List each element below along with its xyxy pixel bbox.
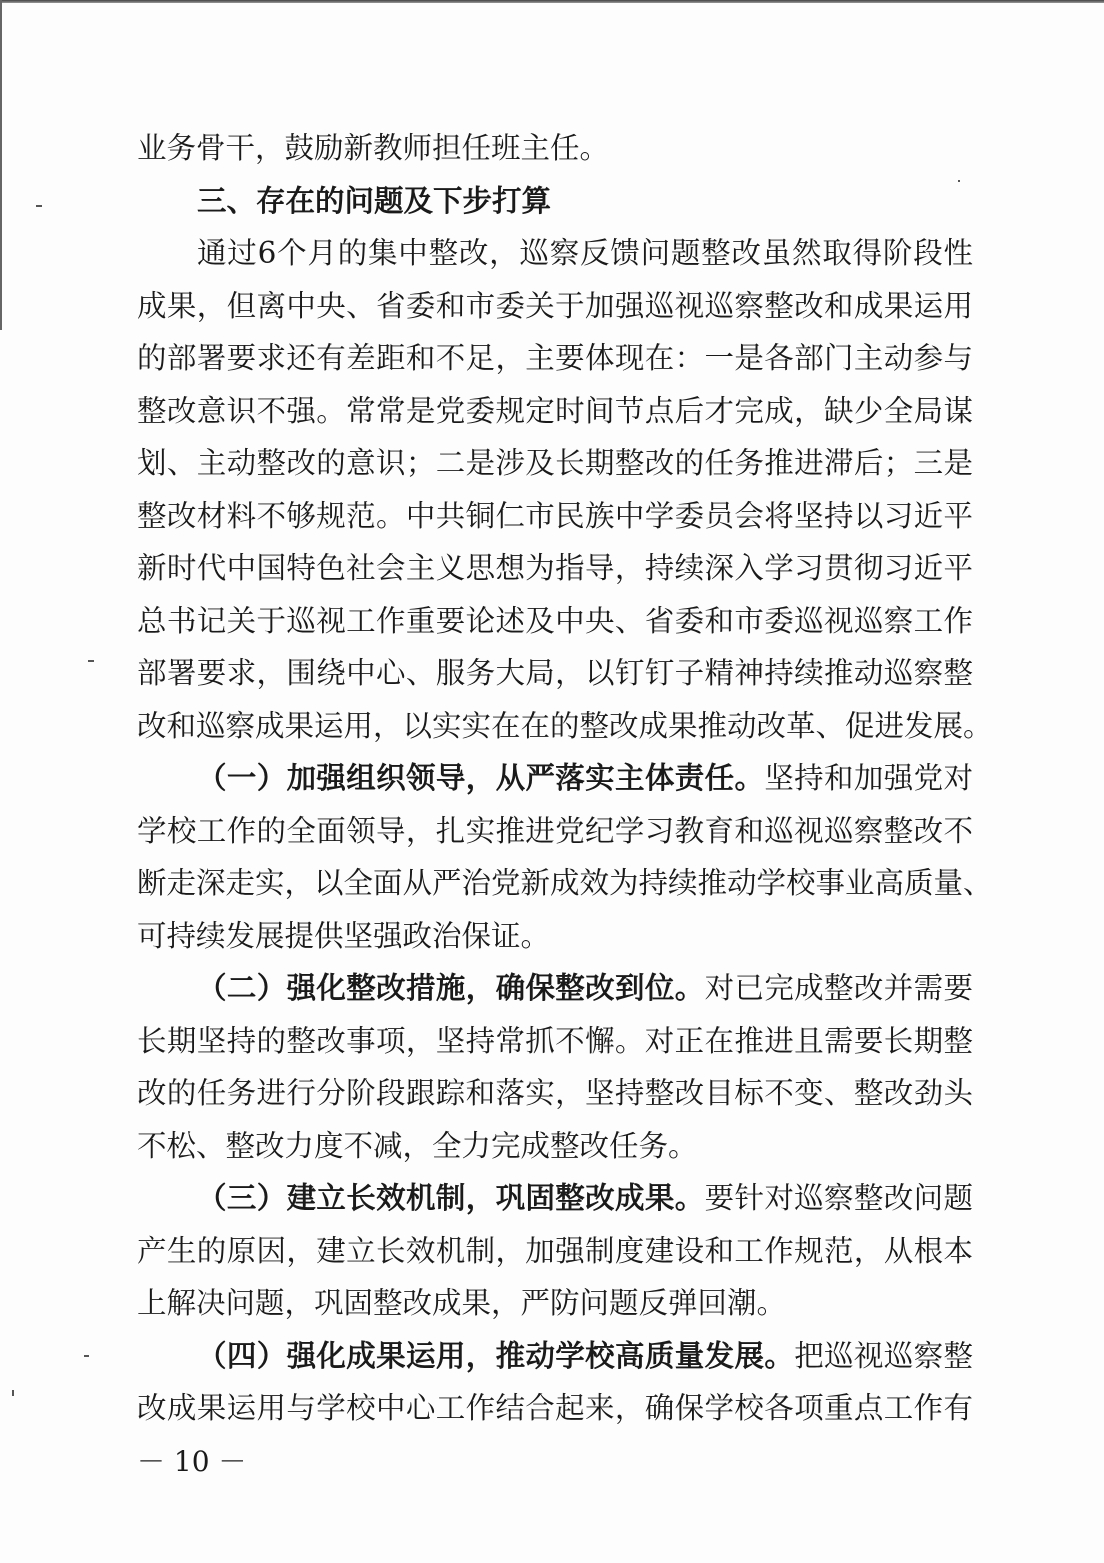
text-line: 整改材料不够规范。中共铜仁市民族中学委员会将坚持以习近平	[137, 498, 973, 533]
paragraph-first-line	[137, 752, 973, 805]
text-run: 对已完成整改并需要	[704, 971, 973, 1005]
scan-speck	[88, 660, 94, 662]
text-line: 通过6个月的集中整改，巡察反馈问题整改虽然取得阶段性	[197, 236, 973, 270]
text-line: 划、主动整改的意识；二是涉及长期整改的任务推进滞后；三是	[137, 446, 973, 480]
text-line: 业务骨干，鼓励新教师担任班主任。	[137, 131, 610, 165]
subheading: （四）强化成果运用，推动学校高质量发展。	[197, 1337, 795, 1373]
section-heading: 三、存在的问题及下步打算	[197, 183, 552, 218]
page-number: － 10 －	[137, 1445, 247, 1478]
paragraph-first-line	[137, 1330, 973, 1383]
text-line: 不松、整改力度不减，全力完成整改任务。	[137, 1128, 698, 1163]
text-line: 总书记关于巡视工作重要论述及中央、省委和市委巡视巡察工作	[137, 603, 973, 638]
scan-left-edge	[0, 0, 2, 330]
paragraph-first-line	[137, 962, 973, 1015]
subheading: （一）加强组织领导，从严落实主体责任。	[197, 760, 765, 795]
text-line: 改成果运用与学校中心工作结合起来，确保学校各项重点工作有	[137, 1391, 973, 1425]
text-line: 改的任务进行分阶段跟踪和落实，坚持整改目标不变、整改劲头	[137, 1076, 973, 1110]
scan-speck	[12, 1390, 14, 1396]
text-line: 可持续发展提供坚强政治保证。	[137, 918, 551, 953]
text-line: 产生的原因，建立长效机制，加强制度建设和工作规范，从根本	[137, 1233, 973, 1268]
text-line: 新时代中国特色社会主义思想为指导，持续深入学习贯彻习近平	[137, 551, 973, 585]
subheading: （二）强化整改措施，确保整改到位。	[197, 970, 705, 1005]
text-run: 把巡视巡察整	[794, 1338, 973, 1373]
text-line: 成果，但离中央、省委和市委关于加强巡视巡察整改和成果运用	[137, 288, 973, 323]
text-line: 的部署要求还有差距和不足，主要体现在：一是各部门主动参与	[137, 341, 973, 375]
text-line: 学校工作的全面领导，扎实推进党纪学习教育和巡视巡察整改不	[137, 813, 973, 848]
text-run: 坚持和加强党对	[764, 761, 973, 795]
text-run: 要针对巡察整改问题	[704, 1181, 973, 1215]
text-line: 改和巡察成果运用，以实实在在的整改成果推动改革、促进发展。	[137, 708, 993, 743]
scan-top-edge	[0, 0, 1104, 3]
text-line: 长期坚持的整改事项，坚持常抓不懈。对正在推进且需要长期整	[137, 1023, 973, 1058]
subheading: （三）建立长效机制，巩固整改成果。	[197, 1180, 705, 1215]
paragraph-first-line	[137, 1172, 973, 1225]
text-line: 整改意识不强。常常是党委规定时间节点后才完成，缺少全局谋	[137, 393, 973, 428]
text-line: 断走深走实，以全面从严治党新成效为持续推动学校事业高质量、	[137, 866, 993, 900]
body-text	[137, 122, 993, 1435]
scan-speck	[36, 205, 42, 207]
text-line: 上解决问题，巩固整改成果，严防问题反弹回潮。	[137, 1286, 787, 1320]
text-line: 部署要求，围绕中心、服务大局，以钉钉子精神持续推动巡察整	[137, 656, 973, 690]
scan-speck	[84, 1355, 89, 1357]
